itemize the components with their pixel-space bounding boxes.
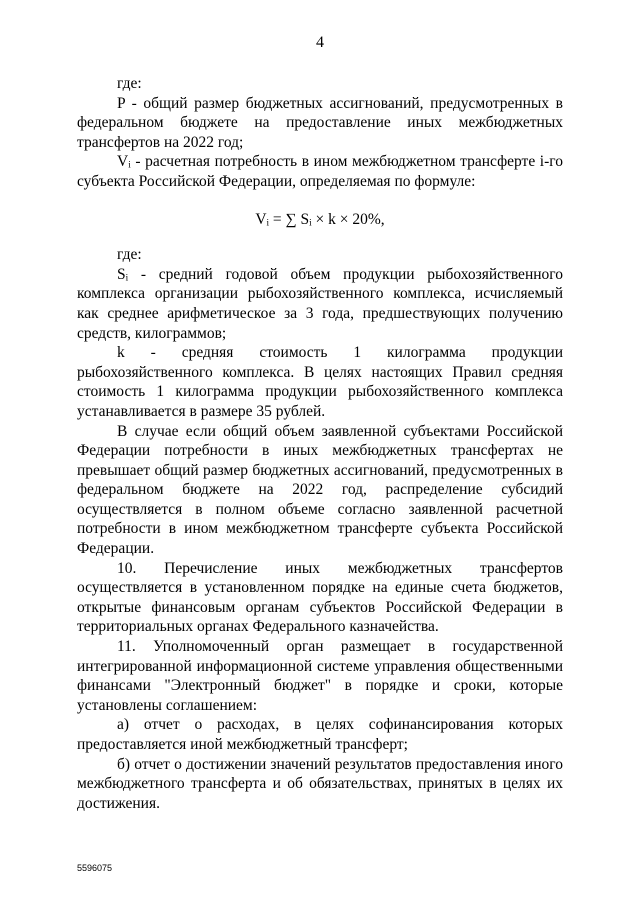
paragraph-distribution: В случае если общий объем заявленной субъектами Российской Федерации потребности в иных межбюджетных трансфертах не превышает общий размер бюджетных ассигнований, предусмотренных в федеральном бюджете на 2022 год, распределение субсидий осуществляется в полном объеме согласно заявленной расчетной потребности в ином межбюджетном трансферте субъекта Российской Федерации. — [77, 422, 563, 558]
paragraph-item-11: 11. Уполномоченный орган размещает в государственной интегрированной информационной системе управления общественными финансами "Электронный бюджет" в порядке и сроки, которые установлены соглашением: — [77, 638, 563, 714]
paragraph-where-1: где: — [117, 75, 142, 92]
page-number: 4 — [316, 34, 324, 51]
paragraph-subitem-a: а) отчет о расходах, в целях софинансирования которых предоставляется иной межбюджетный трансферт; — [77, 716, 563, 753]
document-code: 5596075 — [77, 863, 113, 873]
paragraph-where-2: где: — [117, 246, 142, 264]
paragraph-k-definition: k - средняя стоимость 1 килограмма продукции рыбохозяйственного комплекса. В целях настоящих Правил средняя стоимость 1 килограмма продукции рыбохозяйственного комплекса устанавливается в размере 35 рублей. — [77, 344, 563, 420]
paragraph-vi-definition: Vᵢ - расчетная потребность в ином межбюджетном трансферте i-го субъекта Российской Федерации, определяемая по формуле: — [77, 153, 563, 190]
formula: Vᵢ = ∑ Sᵢ × k × 20%, — [255, 210, 385, 228]
paragraph-si-definition: Sᵢ - средний годовой объем продукции рыбохозяйственного комплекса организации рыбохозяйственного комплекса, исчисляемый как среднее арифметическое за 3 года, предшествующих получению средств, килограммов; — [77, 265, 563, 342]
paragraph-p-definition: P - общий размер бюджетных ассигнований, предусмотренных в федеральном бюджете на предоставление иных межбюджетных трансфертов на 2022 год; — [77, 94, 563, 151]
document-body — [77, 74, 563, 813]
paragraph-item-10: 10. Перечисление иных межбюджетных трансфертов осуществляется в установленном порядке на единые счета бюджетов, открытые финансовым органам субъектов Российской Федерации в территориальных органах Федерального казначейства. — [77, 559, 563, 636]
paragraph-subitem-b: б) отчет о достижении значений результатов предоставления иного межбюджетного трансферта и об обязательствах, принятых в целях их достижения. — [77, 755, 563, 812]
